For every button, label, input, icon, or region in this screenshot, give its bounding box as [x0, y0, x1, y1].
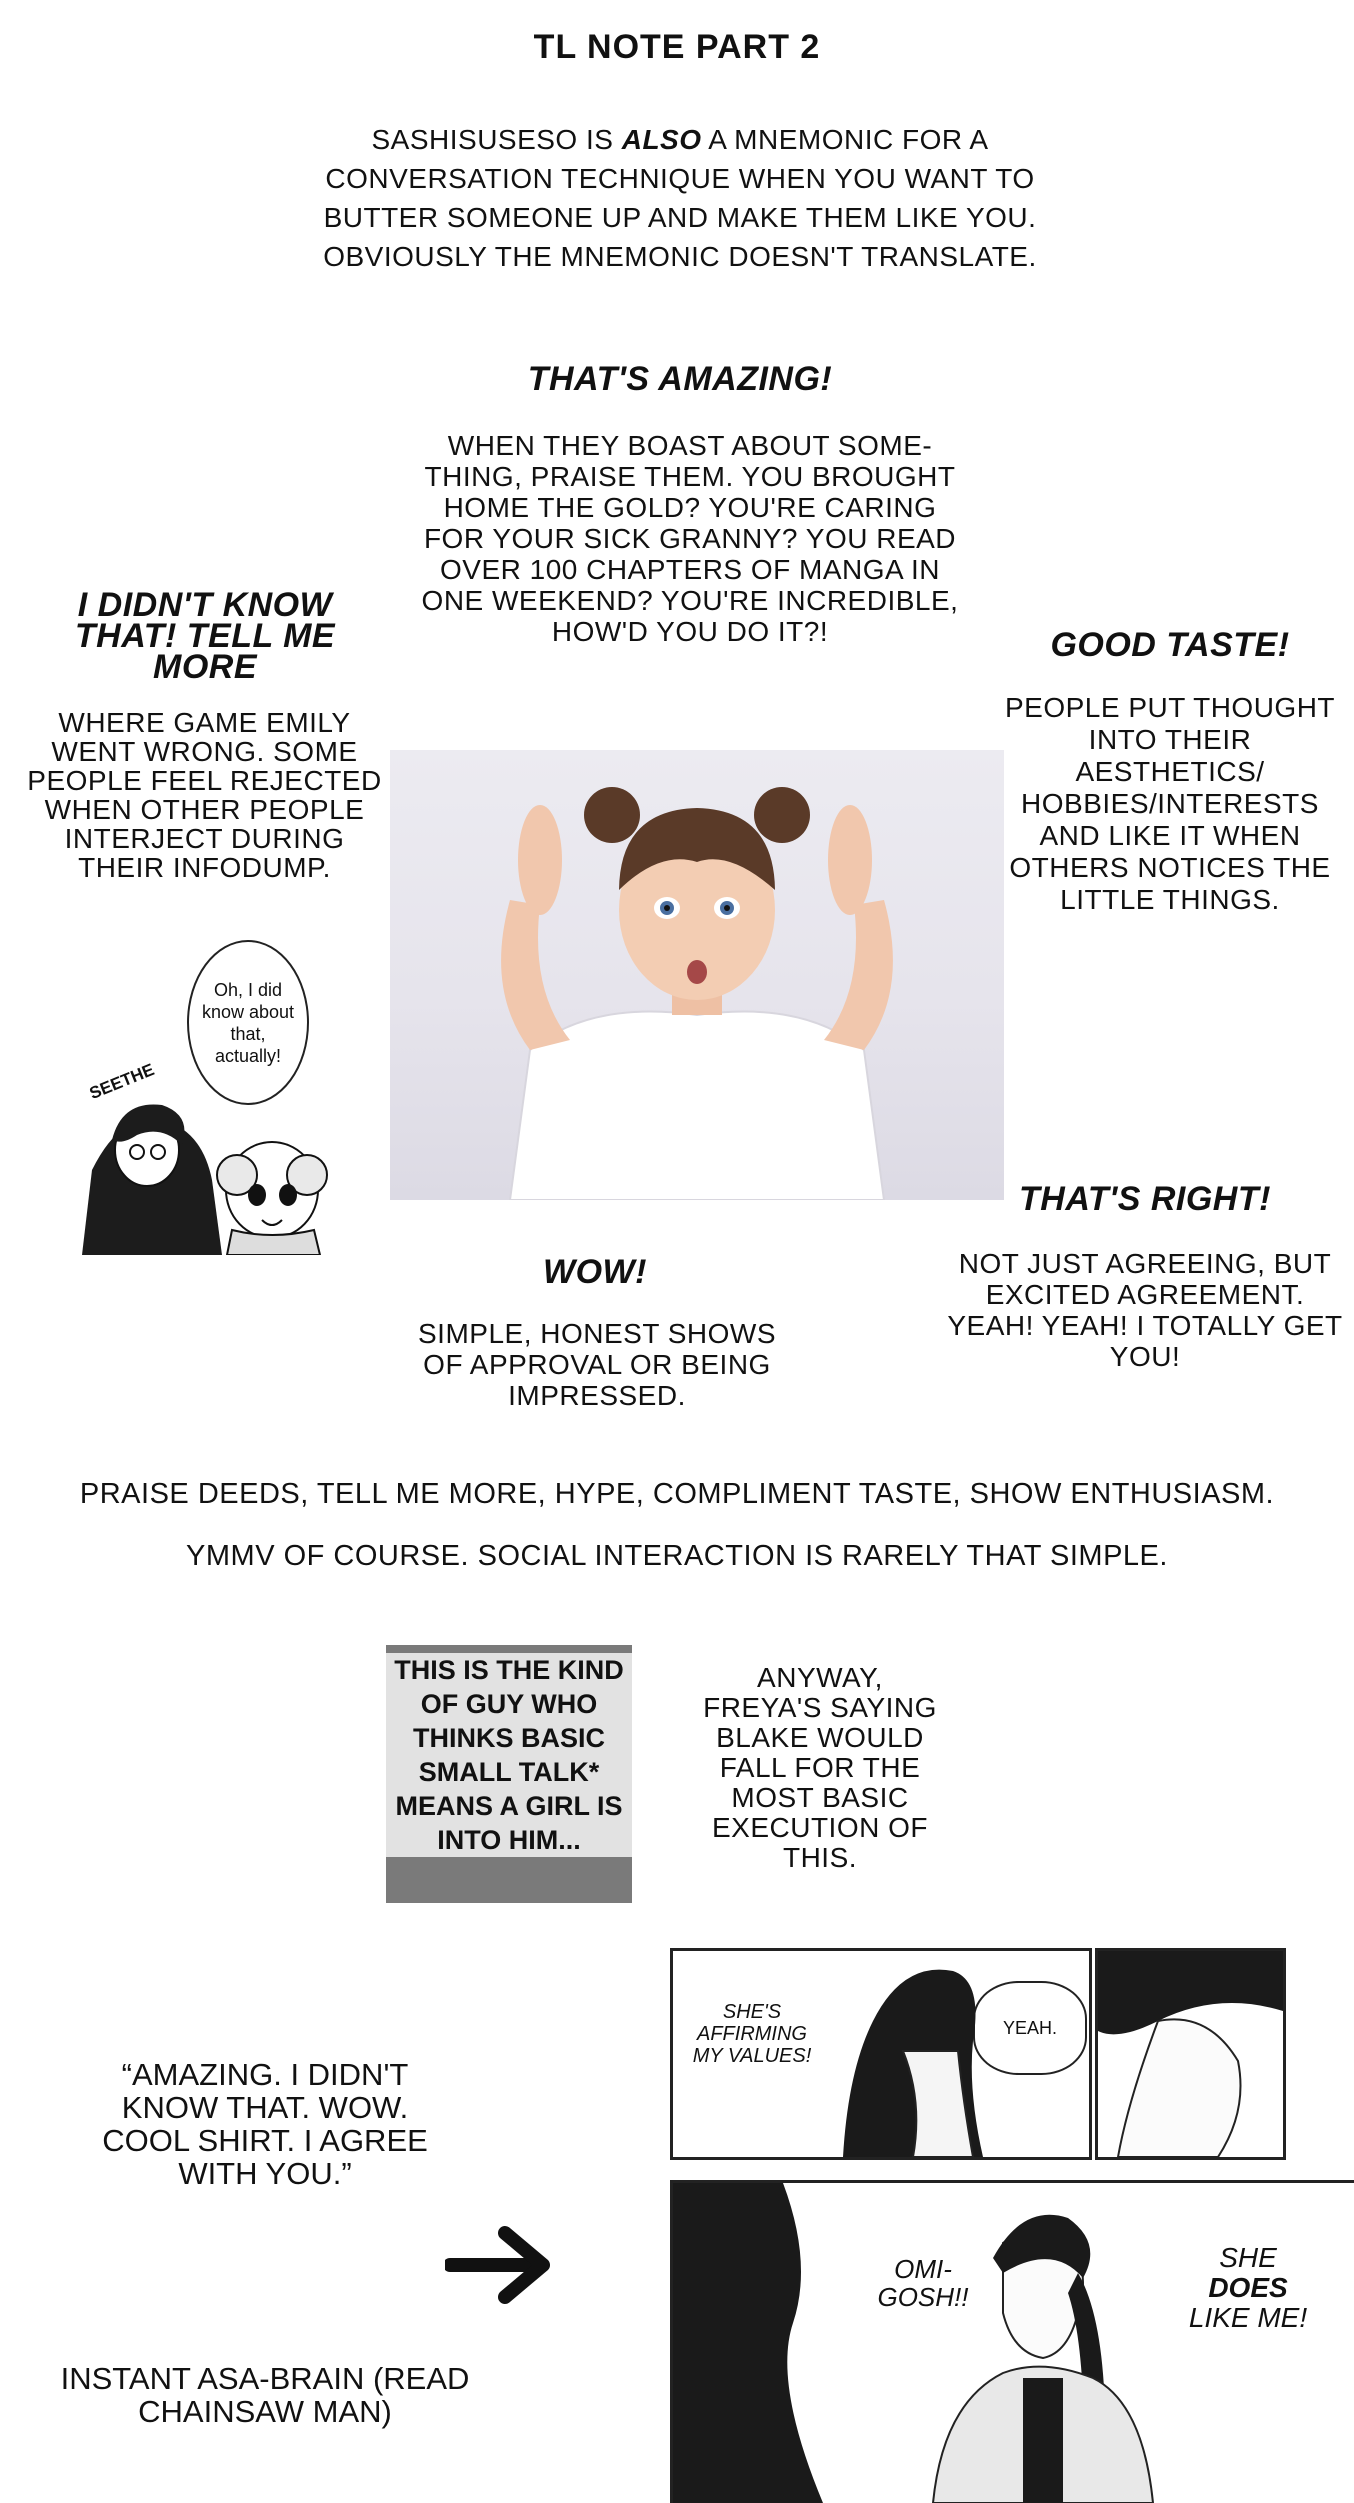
manga-characters-illustration [62, 940, 352, 1255]
heading-good-taste: GOOD TASTE! [1050, 626, 1290, 664]
she-does-like-me-text [1188, 2243, 1308, 2333]
asa-brain-text: INSTANT ASA-BRAIN (READ CHAINSAW MAN) [60, 2361, 470, 2429]
body-good-taste: PEOPLE PUT THOUGHT INTO THEIR AESTHETICS/ HOBBIES/INTERESTS AND LIKE IT WHEN OTHERS NOTICES THE LITTLE THINGS. [1004, 692, 1336, 915]
she-text: SHE [1219, 2242, 1277, 2273]
heading-wow: WOW! [543, 1253, 647, 1291]
seethe-sfx: SEETHE [86, 1059, 157, 1104]
heading-thats-amazing: THAT'S AMAZING! [527, 360, 833, 398]
heading-thats-right: THAT'S RIGHT! [1019, 1180, 1271, 1218]
intro-paragraph [270, 120, 1090, 276]
affirming-text: SHE'S AFFIRMING MY VALUES! [692, 2001, 812, 2067]
manga-caption-panel [386, 1645, 632, 1903]
man-profile-illustration [673, 1951, 1089, 2157]
omigosh-scene-illustration [673, 2183, 1354, 2503]
surprised-child-photo [390, 750, 1004, 1200]
heading-didnt-know: I DIDN'T KNOW THAT! TELL ME MORE [74, 586, 336, 686]
does-text: DOES [1208, 2272, 1288, 2303]
yeah-bubble: YEAH. [973, 1981, 1087, 2075]
panel-caption-text: THIS IS THE KIND OF GUY WHO THINKS BASIC SMALL TALK* MEANS A GIRL IS INTO HIM... [386, 1653, 632, 1857]
body-wow: SIMPLE, HONEST SHOWS OF APPROVAL OR BEING IMPRESSED. [418, 1318, 776, 1411]
quote-text: “AMAZING. I DIDN'T KNOW THAT. WOW. COOL SHIRT. I AGREE WITH YOU.” [102, 2057, 428, 2191]
body-didnt-know: WHERE GAME EMILY WENT WRONG. SOME PEOPLE FEEL REJECTED WHEN OTHER PEOPLE INTERJECT DURING THEIR INFODUMP. [27, 707, 382, 883]
manga-panel-affirming [670, 1948, 1092, 2160]
body-thats-amazing: WHEN THEY BOAST ABOUT SOME-THING, PRAISE THEM. YOU BROUGHT HOME THE GOLD? YOU'RE CARING FOR YOUR SICK GRANNY? YOU READ OVER 100 CHAPTERS OF MANGA IN ONE WEEKEND? YOU'RE INCREDIBLE, HOW'D YOU DO IT?! [421, 430, 959, 647]
speech-bubble-did-know: Oh, I did know about that, actually! [187, 940, 309, 1105]
manga-panel-profile [1095, 1948, 1286, 2160]
page-title: TL NOTE PART 2 [533, 28, 821, 66]
omigosh-text: OMI-GOSH!! [877, 2254, 969, 2312]
manga-panel-seethe [62, 940, 352, 1255]
ymmv-line: YMMV OF COURSE. SOCIAL INTERACTION IS RARELY THAT SIMPLE. [186, 1540, 1168, 1572]
right-arrow-icon [445, 2225, 555, 2305]
man-side-face-illustration [1098, 1951, 1283, 2157]
like-me-text: LIKE ME! [1188, 2302, 1308, 2333]
manga-panel-omigosh [670, 2180, 1354, 2503]
surprised-child-illustration [390, 750, 1004, 1200]
summary-line: PRAISE DEEDS, TELL ME MORE, HYPE, COMPLIMENT TASTE, SHOW ENTHUSIASM. [79, 1478, 1275, 1510]
intro-text-before: SASHISUSESO IS [371, 124, 622, 155]
intro-emphasis: ALSO [621, 124, 702, 155]
intro-text-after: A MNEMONIC FOR A CONVERSATION TECHNIQUE WHEN YOU WANT TO BUTTER SOMEONE UP AND MAKE THEM LIKE YOU. OBVIOUSLY THE MNEMONIC DOESN'T TRANSLATE. [323, 124, 1037, 272]
anyway-text: ANYWAY, FREYA'S SAYING BLAKE WOULD FALL FOR THE MOST BASIC EXECUTION OF THIS. [703, 1662, 937, 1873]
body-thats-right: NOT JUST AGREEING, BUT EXCITED AGREEMENT. YEAH! YEAH! I TOTALLY GET YOU! [947, 1248, 1343, 1372]
